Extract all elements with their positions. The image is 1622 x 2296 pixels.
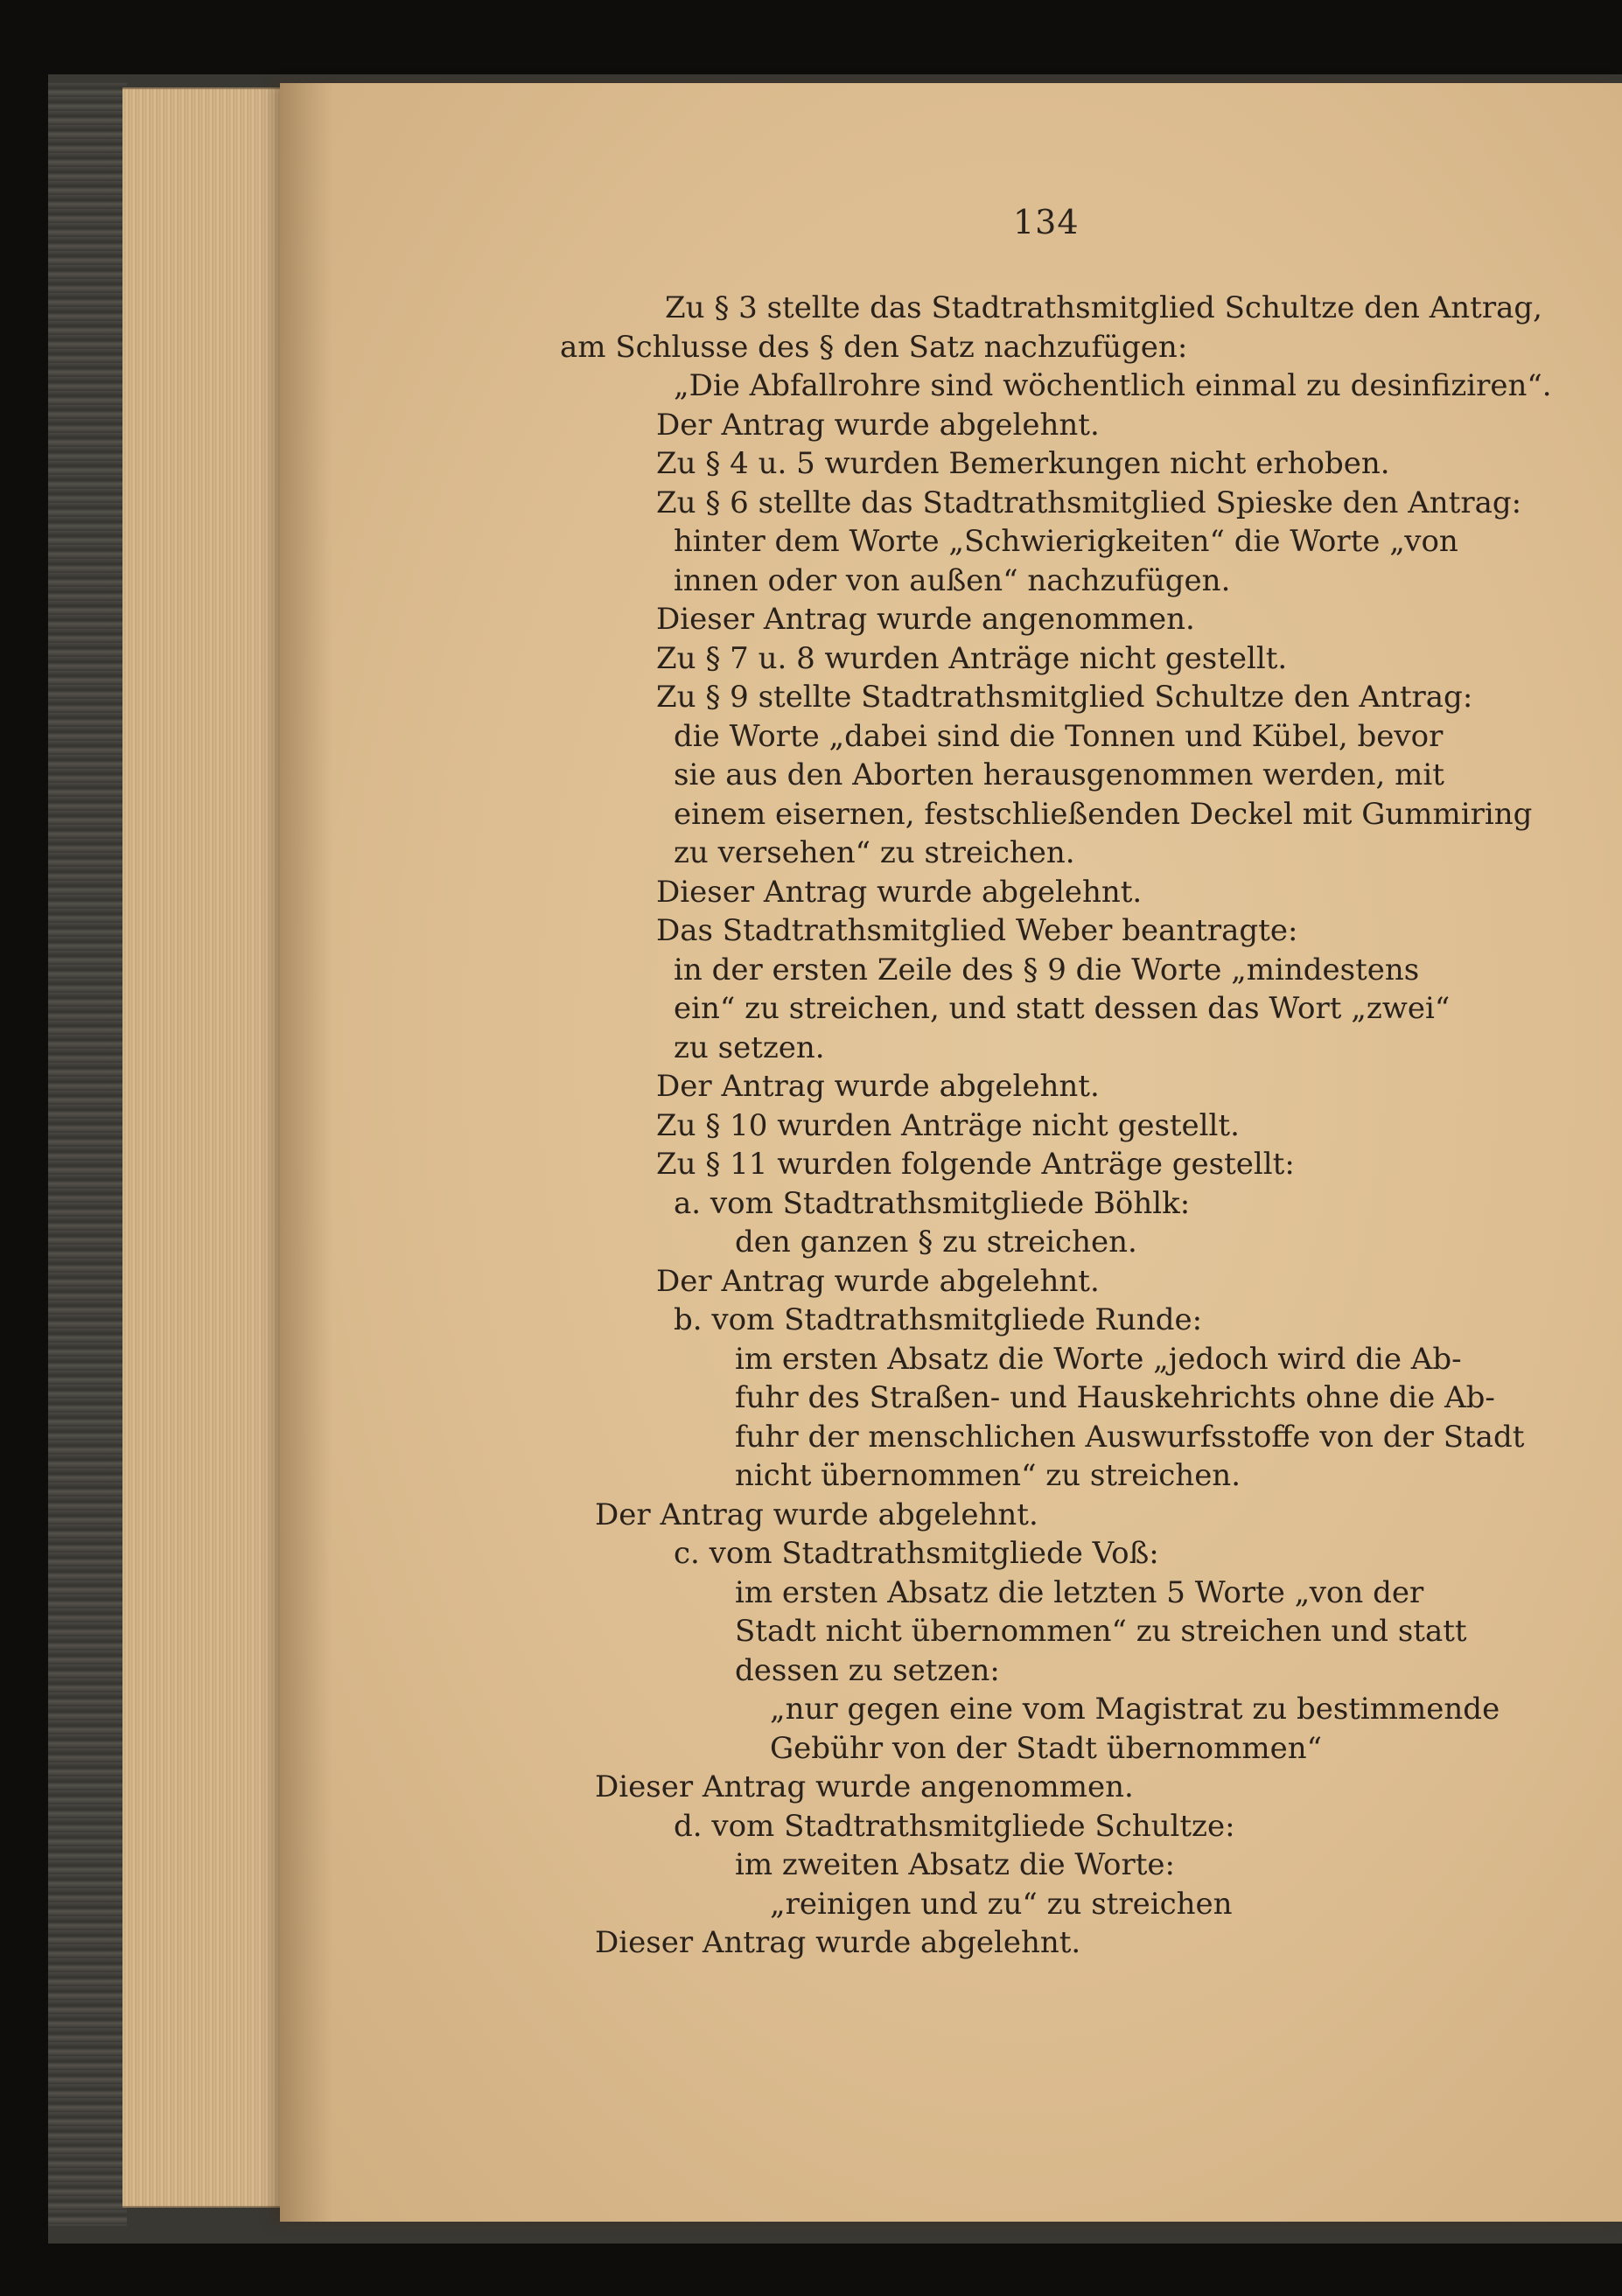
text-line: in der ersten Zeile des § 9 die Worte „mindestens [674, 952, 1420, 987]
text-line: Der Antrag wurde abgelehnt. [656, 1263, 1100, 1299]
text-line: Dieser Antrag wurde abgelehnt. [595, 1925, 1081, 1960]
text-line: a. vom Stadtrathsmitgliede Böhlk: [674, 1185, 1191, 1221]
text-line: Dieser Antrag wurde abgelehnt. [656, 874, 1143, 910]
text-line: Zu § 4 u. 5 wurden Bemerkungen nicht erhoben. [656, 446, 1390, 481]
text-line: „Die Abfallrohre sind wöchentlich einmal zu desinfiziren“. [674, 368, 1552, 403]
text-line: zu versehen“ zu streichen. [674, 835, 1075, 870]
text-line: Zu § 9 stellte Stadtrathsmitglied Schultze den Antrag: [656, 680, 1473, 715]
text-line: Dieser Antrag wurde angenommen. [595, 1769, 1134, 1804]
text-line: „reinigen und zu“ zu streichen [770, 1886, 1233, 1922]
text-line: Der Antrag wurde abgelehnt. [656, 407, 1100, 443]
text-line: b. vom Stadtrathsmitgliede Runde: [674, 1302, 1203, 1337]
text-line: fuhr des Straßen- und Hauskehrichts ohne die Ab- [735, 1380, 1495, 1415]
text-line: fuhr der menschlichen Auswurfsstoffe von der Stadt [735, 1419, 1525, 1455]
text-line: im ersten Absatz die letzten 5 Worte „von der [735, 1574, 1424, 1610]
text-line: am Schlusse des § den Satz nachzufügen: [560, 329, 1188, 365]
text-line: Stadt nicht übernommen“ zu streichen und statt [735, 1614, 1467, 1649]
book-spine [48, 83, 127, 2226]
text-line: innen oder von außen“ nachzufügen. [674, 562, 1231, 598]
text-line: dessen zu setzen: [735, 1652, 1000, 1688]
text-line: sie aus den Aborten herausgenommen werden, mit [674, 757, 1444, 792]
page-number: 134 [1013, 203, 1080, 241]
text-line: Zu § 11 wurden folgende Anträge gestellt: [656, 1147, 1295, 1182]
text-line: Zu § 10 wurden Anträge nicht gestellt. [656, 1107, 1240, 1143]
text-line: die Worte „dabei sind die Tonnen und Kübel, bevor [674, 718, 1444, 754]
text-line: d. vom Stadtrathsmitgliede Schultze: [674, 1808, 1235, 1844]
text-line: ein“ zu streichen, und statt dessen das Wort „zwei“ [674, 991, 1451, 1026]
text-line: den ganzen § zu streichen. [735, 1225, 1137, 1260]
text-line: im zweiten Absatz die Worte: [735, 1847, 1176, 1882]
page-gutter-shadow [280, 83, 332, 2222]
text-line: c. vom Stadtrathsmitgliede Voß: [674, 1536, 1159, 1571]
text-line: hinter dem Worte „Schwierigkeiten“ die Worte „von [674, 524, 1458, 559]
text-line: Der Antrag wurde abgelehnt. [656, 1069, 1100, 1104]
text-line: Zu § 7 u. 8 wurden Anträge nicht gestellt. [656, 640, 1288, 676]
text-line: nicht übernommen“ zu streichen. [735, 1458, 1241, 1493]
page-text [560, 289, 1552, 1963]
text-line: Dieser Antrag wurde angenommen. [656, 602, 1195, 637]
text-line: Zu § 6 stellte das Stadtrathsmitglied Spieske den Antrag: [656, 485, 1522, 520]
text-line: Zu § 3 stellte das Stadtrathsmitglied Schultze den Antrag, [665, 290, 1542, 325]
text-line: zu setzen. [674, 1029, 825, 1065]
text-line: im ersten Absatz die Worte „jedoch wird die Ab- [735, 1341, 1462, 1377]
text-line: einem eisernen, festschließenden Deckel mit Gummiring [674, 796, 1533, 832]
text-line: Gebühr von der Stadt übernommen“ [770, 1730, 1322, 1766]
text-line: „nur gegen eine vom Magistrat zu bestimmende [770, 1692, 1500, 1727]
text-line: Der Antrag wurde abgelehnt. [595, 1497, 1038, 1532]
text-line: Das Stadtrathsmitglied Weber beantragte: [656, 913, 1298, 948]
